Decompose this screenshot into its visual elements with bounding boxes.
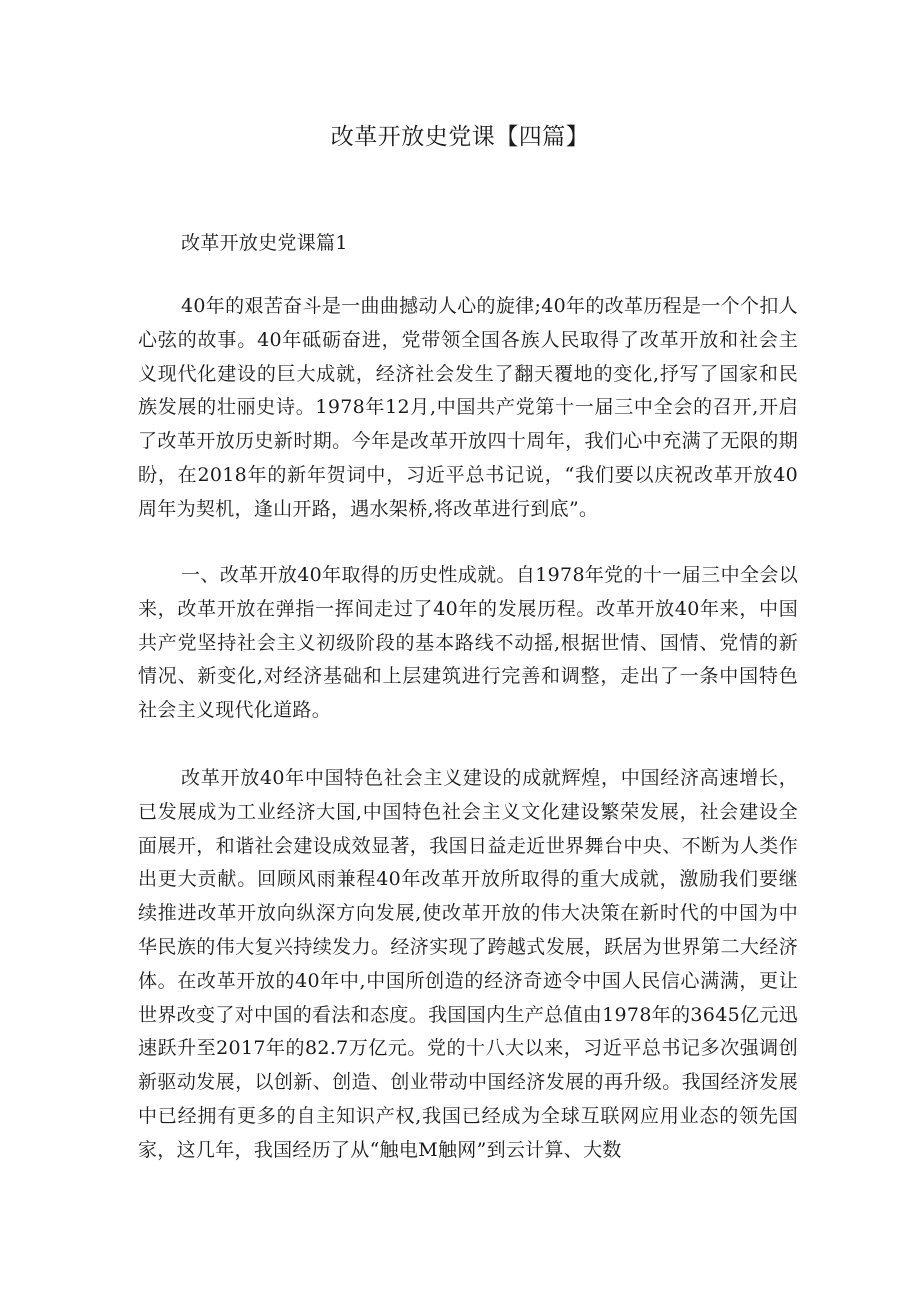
paragraph-achievements <box>138 559 798 728</box>
paragraph-economy <box>138 762 798 1168</box>
paragraph-text: 一、改革开放40年取得的历史性成就。自1978年党的十一届三中全会以来，改革开放在弹指一挥间走过了40年的发展历程。改革开放40年来，中国共产党坚持社会主义初级阶段的基本路线不动摇,根据世情、国情、党情的新情况、新变化,对经济基础和上层建筑进行完善和调整，走出了一条中国特色社会主义现代化道路。 <box>138 564 798 722</box>
section-heading: 改革开放史党课篇1 <box>181 232 348 254</box>
paragraph-intro <box>138 290 798 527</box>
document-title: 改革开放史党课【四篇】 <box>330 124 590 150</box>
paragraph-text: 40年的艰苦奋斗是一曲曲撼动人心的旋律;40年的改革历程是一个个扣人心弦的故事。40年砥砺奋进，党带领全国各族人民取得了改革开放和社会主义现代化建设的巨大成就，经济社会发生了翻天覆地的变化,抒写了国家和民族发展的壮丽史诗。1978年12月,中国共产党第十一届三中全会的召开,开启了改革开放历史新时期。今年是改革开放四十周年，我们心中充满了无限的期盼，在2018年的新年贺词中，习近平总书记说，“我们要以庆祝改革开放40周年为契机，逢山开路，遇水架桥,将改革进行到底”。 <box>138 295 798 520</box>
paragraph-text: 改革开放40年中国特色社会主义建设的成就辉煌，中国经济高速增长，已发展成为工业经济大国,中国特色社会主义文化建设繁荣发展，社会建设全面展开，和谐社会建设成效显著，我国日益走近世界舞台中央、不断为人类作出更大贡献。回顾风雨兼程40年改革开放所取得的重大成就，激励我们要继续推进改革开放向纵深方向发展,使改革开放的伟大决策在新时代的中国为中华民族的伟大复兴持续发力。经济实现了跨越式发展，跃居为世界第二大经济体。在改革开放的40年中,中国所创造的经济奇迹令中国人民信心满满，更让世界改变了对中国的看法和态度。我国国内生产总值由1978年的3645亿元迅速跃升至2017年的82.7万亿元。党的十八大以来，习近平总书记多次强调创新驱动发展，以创新、创造、创业带动中国经济发展的再升级。我国经济发展中已经拥有更多的自主知识产权,我国已经成为全球互联网应用业态的领先国家，这几年，我国经历了从“触电M触网”到云计算、大数 <box>138 767 798 1161</box>
